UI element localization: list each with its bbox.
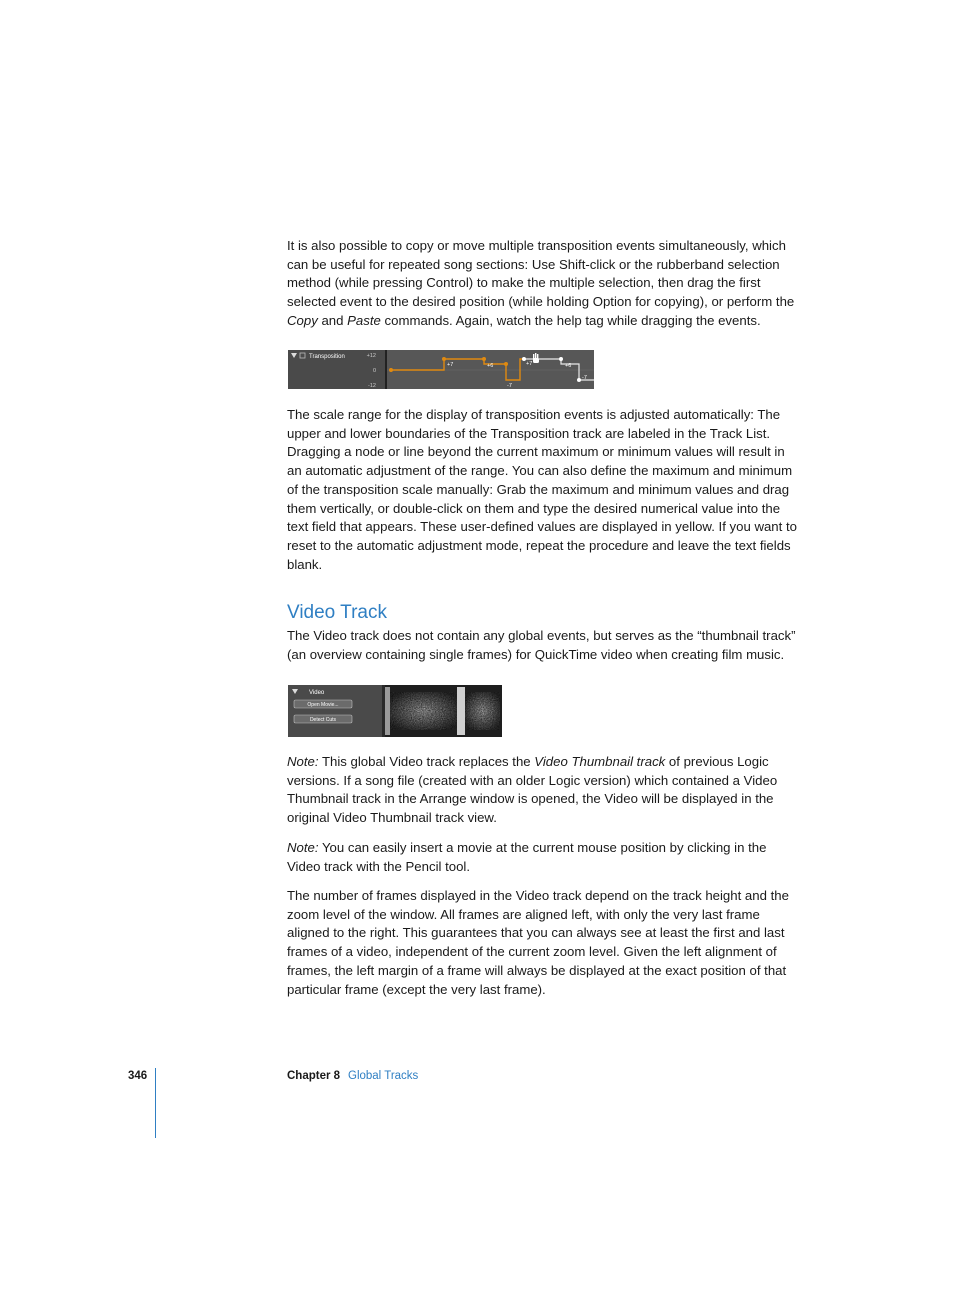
text-run: You can easily insert a movie at the current mouse position by clicking in the Video track with the Pencil tool. bbox=[287, 840, 767, 874]
video-frame-thumbnail bbox=[465, 692, 500, 730]
event-node[interactable] bbox=[559, 357, 563, 361]
event-label: +6 bbox=[487, 363, 494, 369]
event-node[interactable] bbox=[389, 368, 393, 372]
event-node[interactable] bbox=[577, 378, 581, 382]
event-node[interactable] bbox=[442, 357, 446, 361]
scale-max[interactable]: +12 bbox=[366, 353, 376, 359]
track-name: Transposition bbox=[309, 354, 345, 360]
scale-min[interactable]: -12 bbox=[368, 383, 376, 389]
italic-paste: Paste bbox=[347, 312, 381, 328]
text-run: and bbox=[317, 312, 348, 328]
detect-cuts-button[interactable] bbox=[294, 715, 352, 723]
footer-chapter-title: Global Tracks bbox=[348, 1070, 419, 1082]
section-title: Video Track bbox=[287, 602, 387, 623]
note-paragraph bbox=[287, 839, 799, 876]
text-run: It is also possible to copy or move multiple transposition events simultaneously, which can be useful for repeated song sections: Use Shift-click or the rubberband selection method (while pressing Control) to make the multiple selection, then drag the first selected event to the desired position (while holding Option for copying), or perform the bbox=[287, 238, 795, 310]
event-node[interactable] bbox=[504, 362, 508, 366]
event-label: +7 bbox=[526, 361, 533, 367]
track-header bbox=[288, 685, 382, 737]
video-frame-thumbnail bbox=[390, 692, 457, 730]
text-run: commands. Again, watch the help tag while dragging the events. bbox=[380, 312, 761, 328]
page-number: 346 bbox=[128, 1070, 148, 1082]
footer-chapter: Chapter 8 bbox=[287, 1070, 341, 1082]
event-label: -7 bbox=[582, 375, 587, 381]
detect-cuts-label: Detect Cuts bbox=[309, 717, 337, 723]
note-label: Note: bbox=[287, 754, 319, 769]
body-paragraph: The Video track does not contain any global events, but serves as the “thumbnail track” (an overview containing single frames) for QuickTime video when creating film music. bbox=[287, 628, 796, 662]
event-node[interactable] bbox=[482, 357, 486, 361]
event-label: +7 bbox=[447, 362, 454, 368]
body-paragraph: The number of frames displayed in the Video track depend on the track height and the zoom level of the window. All frames are aligned left, with only the very last frame aligned to the right. This guarantees that you can always see at least the first and last frames of a video, independent of the current zoom level. Given the left alignment of frames, the left margin of a frame will always be displayed at the exact position of that particular frame (except the very last frame). bbox=[287, 888, 789, 997]
frame-separator bbox=[385, 687, 390, 735]
text-run: This global Video track replaces the bbox=[318, 754, 535, 769]
italic-video-thumbnail: Video Thumbnail track bbox=[534, 754, 666, 769]
open-movie-label: Open Movie... bbox=[307, 702, 339, 708]
note-paragraph bbox=[287, 753, 799, 828]
note-label: Note: bbox=[287, 840, 319, 855]
open-movie-button[interactable] bbox=[294, 700, 352, 708]
italic-copy: Copy bbox=[287, 312, 318, 328]
event-label: +6 bbox=[565, 363, 572, 369]
hand-cursor-icon bbox=[533, 353, 539, 363]
event-label: -7 bbox=[507, 383, 512, 389]
scale-zero: 0 bbox=[372, 368, 376, 374]
body-paragraph: The scale range for the display of transposition events is adjusted automatically: The upper and lower boundaries of the Transposition track are labeled in the Track List. Dragging a node or line beyond the current maximum or minimum values will result in an automatic adjustment of the range. You can also define the maximum and minimum of the transposition scale manually: Grab the maximum and minimum values and drag them vertically, or double-click on them and type the desired numerical value into the text field that appears. These user-defined values are displayed in yellow. If you want to reset to the automatic adjustment mode, repeat the procedure and leave the text fields blank. bbox=[287, 407, 797, 572]
transposition-track-figure bbox=[288, 350, 594, 389]
footer-divider bbox=[155, 1068, 156, 1138]
track-name: Video bbox=[309, 690, 325, 696]
text-run: of previous Logic versions. If a song file (created with an older Logic version) which contained a Video Thumbnail track in the Arrange window is opened, the Video will be displayed in the original Video Thumbnail track view. bbox=[287, 754, 778, 826]
frame-separator bbox=[457, 687, 465, 735]
body-paragraph bbox=[287, 237, 799, 331]
video-track-figure bbox=[288, 685, 502, 737]
